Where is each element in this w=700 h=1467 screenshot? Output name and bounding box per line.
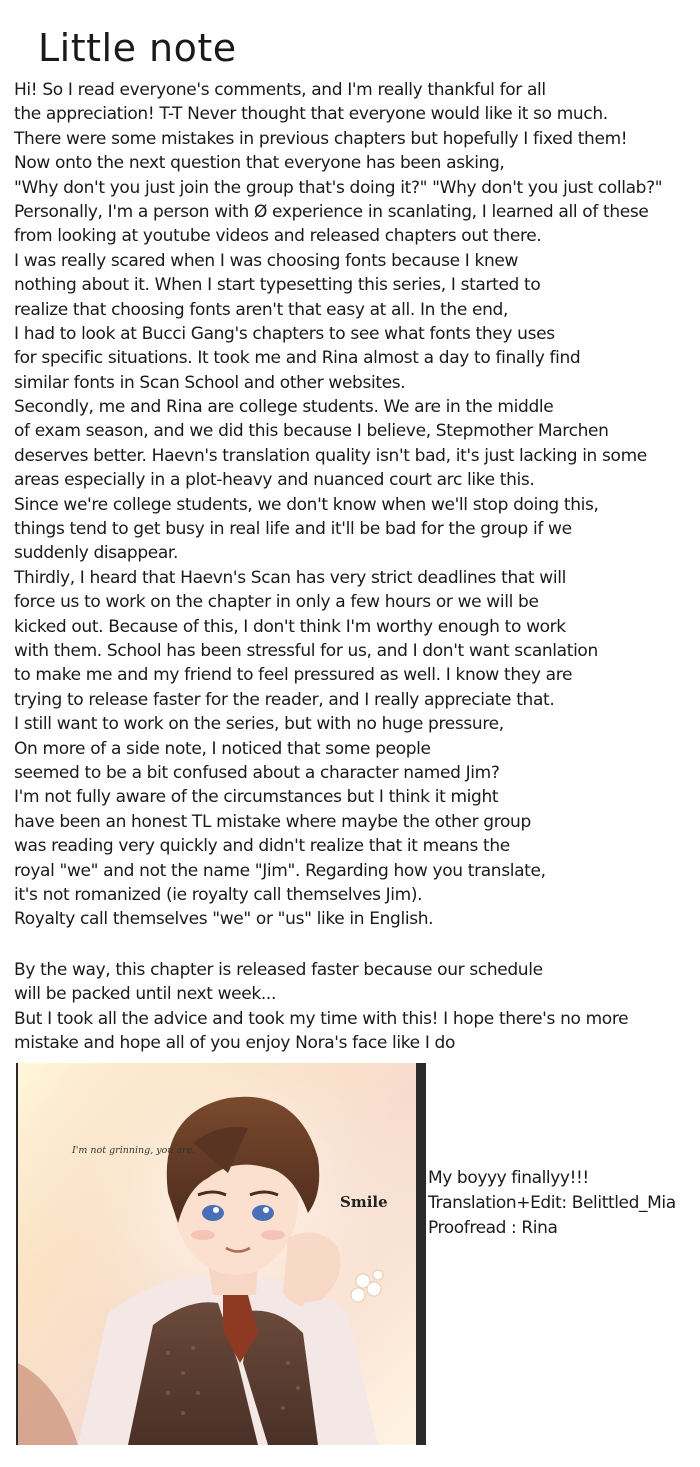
illustration-caption-right: Smile <box>340 1193 388 1211</box>
note-line: areas especially in a plot-heavy and nuanced court arc like this. <box>14 470 535 491</box>
note-line: I still want to work on the series, but with no huge pressure, <box>14 714 504 735</box>
note-line: for specific situations. It took me and Rina almost a day to finally find <box>14 348 581 369</box>
note-line: was reading very quickly and didn't realize that it means the <box>14 836 510 857</box>
note-line: the appreciation! T-T Never thought that everyone would like it so much. <box>14 104 608 125</box>
note-line: But I took all the advice and took my time with this! I hope there's no more <box>14 1008 629 1029</box>
note-line: "Why don't you just join the group that's doing it?" "Why don't you just collab?" <box>14 177 663 198</box>
character-illustration <box>16 1063 426 1445</box>
note-line: Secondly, me and Rina are college students. We are in the middle <box>14 397 554 418</box>
note-line: By the way, this chapter is released faster because our schedule <box>14 960 543 980</box>
note-body <box>14 78 694 932</box>
note-line: it's not romanized (ie royalty call themselves Jim). <box>14 884 423 905</box>
note-line: Hi! So I read everyone's comments, and I'm really thankful for all <box>14 80 546 100</box>
note-line: Personally, I'm a person with Ø experience in scanlating, I learned all of these <box>14 201 649 222</box>
note-line: royal "we" and not the name "Jim". Regarding how you translate, <box>14 860 546 881</box>
note-line: have been an honest TL mistake where maybe the other group <box>14 811 531 832</box>
note-line: Now onto the next question that everyone has been asking, <box>14 153 505 174</box>
note-line: I had to look at Bucci Gang's chapters to see what fonts they uses <box>14 323 555 344</box>
note-line: There were some mistakes in previous chapters but hopefully I fixed them! <box>14 128 628 149</box>
note-line: mistake and hope all of you enjoy Nora's face like I do <box>14 1033 456 1054</box>
page-title: Little note <box>38 26 237 70</box>
note-line: suddenly disappear. <box>14 543 179 564</box>
note-line: seemed to be a bit confused about a character named Jim? <box>14 762 500 783</box>
note-line: things tend to get busy in real life and it'll be bad for the group if we <box>14 519 572 540</box>
illustration-caption-left: I'm not grinning, you are. <box>72 1145 196 1156</box>
note-line: Since we're college students, we don't know when we'll stop doing this, <box>14 494 599 515</box>
note-line: deserves better. Haevn's translation quality isn't bad, it's just lacking in some <box>14 445 647 466</box>
note-line: On more of a side note, I noticed that some people <box>14 738 431 759</box>
note-line: from looking at youtube videos and released chapters out there. <box>14 226 542 247</box>
credits-block <box>428 1166 696 1241</box>
note-line: to make me and my friend to feel pressured as well. I know they are <box>14 665 573 686</box>
note-line: similar fonts in Scan School and other websites. <box>14 372 406 393</box>
note-line: trying to release faster for the reader, and I really appreciate that. <box>14 689 555 710</box>
note-line: force us to work on the chapter in only a few hours or we will be <box>14 592 539 613</box>
note-line: Thirdly, I heard that Haevn's Scan has very strict deadlines that will <box>14 567 566 588</box>
note-line: nothing about it. When I start typesetting this series, I started to <box>14 275 541 296</box>
character-artwork <box>18 1063 416 1445</box>
note-line: with them. School has been stressful for us, and I don't want scanlation <box>14 640 598 661</box>
note-line: of exam season, and we did this because I believe, Stepmother Marchen <box>14 421 609 442</box>
credit-remark: My boyyy finallyy!!! <box>428 1168 589 1188</box>
note-line: I was really scared when I was choosing fonts because I knew <box>14 250 519 271</box>
note-line: Royalty call themselves "we" or "us" like in English. <box>14 909 434 930</box>
credit-translation: Translation+Edit: Belittled_Mia <box>428 1193 676 1213</box>
credit-proofread: Proofread : Rina <box>428 1218 558 1238</box>
note-line: will be packed until next week... <box>14 984 277 1005</box>
note-line: realize that choosing fonts aren't that easy at all. In the end, <box>14 299 509 320</box>
note-line: I'm not fully aware of the circumstances but I think it might <box>14 787 499 808</box>
closing-paragraph <box>14 958 694 1056</box>
note-line: kicked out. Because of this, I don't think I'm worthy enough to work <box>14 616 566 637</box>
